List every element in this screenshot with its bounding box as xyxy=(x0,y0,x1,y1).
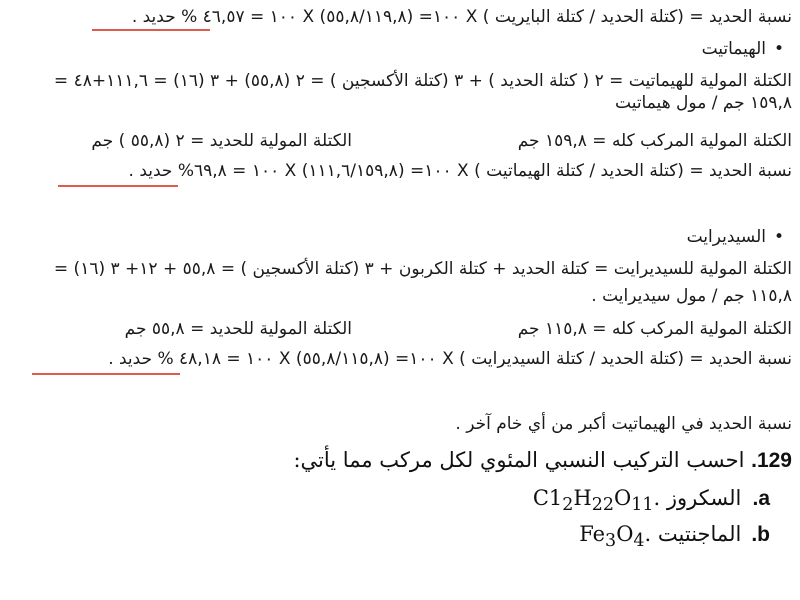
hematite-title: الهيماتيت xyxy=(701,39,766,59)
siderite-iron-mass: الكتلة المولية للحديد = ٥٥,٨ جم xyxy=(124,319,352,339)
hematite-masses-row xyxy=(8,130,792,152)
exercise-item-b xyxy=(8,520,770,555)
item-label: a. xyxy=(752,487,770,510)
siderite-title: السيديرايت xyxy=(686,227,766,247)
exercise-129 xyxy=(8,446,792,475)
exercise-number: 129. xyxy=(751,449,792,472)
item-label: b. xyxy=(751,523,770,546)
hematite-heading xyxy=(702,38,792,60)
conclusion-text: نسبة الحديد في الهيماتيت أكبر من أي خام آخر . xyxy=(455,414,792,434)
hematite-iron-ratio: نسبة الحديد = (كتلة الحديد / كتلة الهيماتيت ) X ١٠٠= (١١١,٦/١٥٩,٨) X ١٠٠ = ٦٩,٨% حديد . xyxy=(128,161,792,181)
exercise-item-a xyxy=(8,484,770,519)
item-name: السكروز xyxy=(666,486,742,510)
hematite-result-underline xyxy=(58,185,178,187)
pyrite-result-underline xyxy=(92,29,210,31)
siderite-molar-mass: الكتلة المولية للسيديرايت = كتلة الحديد + كتلة الكربون + ٣ (كتلة الأكسجين ) = ٥٥,٨ + ١٢+ ٣ (١٦) = xyxy=(53,259,792,279)
hematite-molar-mass: الكتلة المولية للهيماتيت = ٢ ( كتلة الحديد ) + ٣ (كتلة الأكسجين ) = ٢ (٥٥,٨) + ٣ (١٦) = ١١١,٦+٤٨ = xyxy=(53,71,792,91)
siderite-iron-ratio: نسبة الحديد = (كتلة الحديد / كتلة السيديرايت ) X ١٠٠= (٥٥,٨/١١٥,٨) X ١٠٠ = ٤٨,١٨ % حديد . xyxy=(108,349,792,369)
pyrite-iron-ratio: نسبة الحديد = (كتلة الحديد / كتلة البايريت ) X ١٠٠= (٥٥,٨/١١٩,٨) X ١٠٠ = ٤٦,٥٧ % حديد . xyxy=(131,7,792,27)
siderite-result-underline xyxy=(32,373,180,375)
siderite-molar-mass-cont: ١١٥,٨ جم / مول سيديرايت . xyxy=(591,286,792,306)
item-formula: $C1_2H_{22}O_{11}$. xyxy=(532,486,661,516)
hematite-iron-mass: الكتلة المولية للحديد = ٢ (٥٥,٨ ) جم xyxy=(91,131,352,151)
hematite-molar-mass-cont: ١٥٩,٨ جم / مول هيماتيت xyxy=(615,93,792,113)
item-name: الماجنتيت xyxy=(657,522,742,546)
siderite-compound-mass: الكتلة المولية المركب كله = ١١٥,٨ جم xyxy=(517,319,792,339)
item-formula: $Fe_3O_4$. xyxy=(579,522,652,552)
hematite-compound-mass: الكتلة المولية المركب كله = ١٥٩,٨ جم xyxy=(517,131,792,151)
bullet-icon: • xyxy=(773,39,785,59)
exercise-prompt: احسب التركيب النسبي المئوي لكل مركب مما يأتي: xyxy=(293,448,745,472)
siderite-heading xyxy=(687,226,792,248)
siderite-masses-row xyxy=(8,318,792,340)
bullet-icon: • xyxy=(773,227,785,247)
